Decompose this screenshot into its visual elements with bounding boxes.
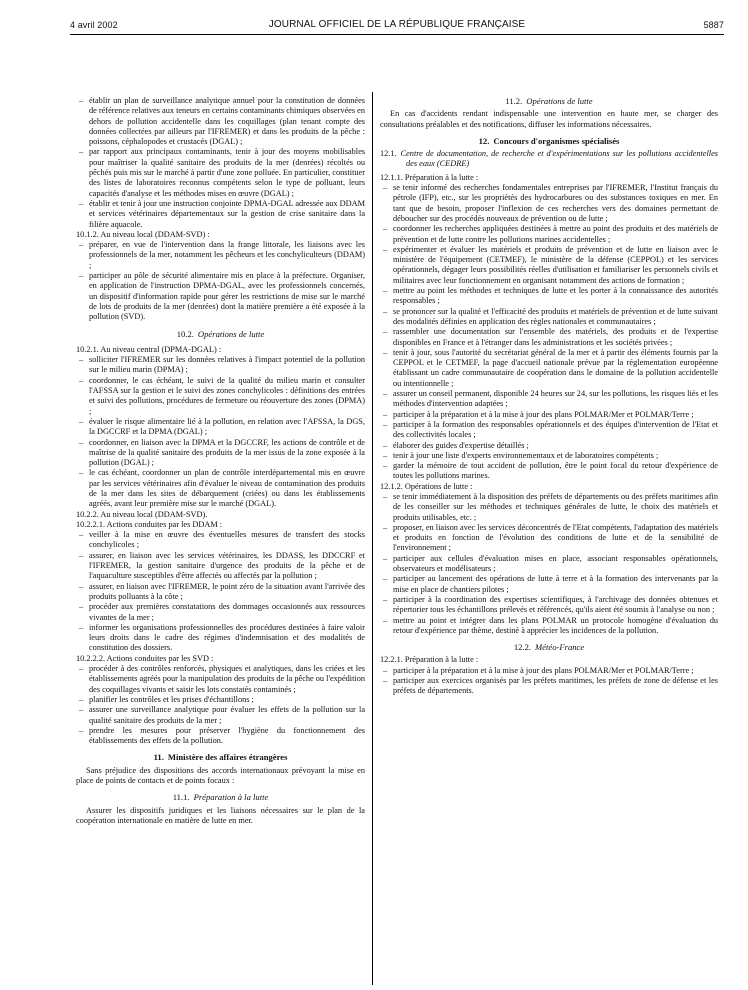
subsection-10-2-2: 10.2.2. Au niveau local (DDAM-SVD). — [76, 509, 208, 519]
page-header — [70, 18, 724, 34]
list-item: – participer à la préparation et à la mise à jour des plans POLMAR/Mer et POLMAR/Terre ; — [383, 665, 694, 675]
list-item: – procéder à des contrôles renforcés, physiques et analytiques, dans les criées et les établissements agréés pour la manipulation des produits de la pêche ou l'expédition des coquillages vivants et saisir les lots constatés contaminés ; — [79, 664, 365, 694]
list-item: – coordonner, en liaison avec la DPMA et la DGCCRF, les actions de contrôle et de maîtrise de la qualité sanitaire des produits de la mer issus de la zone exposée à la pollution (DGAL) ; — [79, 437, 365, 468]
list-item: – élaborer des guides d'expertise détaillés ; — [383, 440, 529, 450]
list-item: – participer au lancement des opérations de lutte à terre et à la formation des intervenants par la mise en place de chantiers pilotes ; — [383, 574, 718, 594]
subsection-10-2-2-2: 10.2.2.2. Actions conduites par les SVD : — [76, 653, 214, 663]
list-item: – évaluer le risque alimentaire lié à la pollution, en relation avec l'AFSSA, la DGS, la DGCCRF et la DPMA (DGAL) ; — [79, 416, 365, 437]
section-title-11: 11. Ministère des affaires étrangères — [153, 752, 288, 763]
list-item: – participer aux cellules d'évaluation mises en place, associant responsables opérationnels, observateurs et modélisateurs ; — [383, 553, 718, 574]
list-item: – garder la mémoire de tout accident de pollution, être le point focal du retour d'expérience de toutes les pollutions marines. — [383, 461, 718, 481]
list-item: – participer aux exercices organisés par les préfets maritimes, les préfets de zone de défense et les préfets de départements. — [383, 676, 718, 696]
journal-title: JOURNAL OFFICIEL DE LA RÉPUBLIQUE FRANÇAISE — [268, 19, 526, 30]
subsection-10-1-2: 10.1.2. Au niveau local (DDAM-SVD) : — [76, 229, 210, 239]
list-item: – assurer un conseil permanent, disponible 24 heures sur 24, sur les pollutions, les risques liés et les méthodes d'intervention adaptées ; — [383, 389, 718, 409]
list-item: – assurer, en liaison avec l'IFREMER, le point zéro de la situation avant l'arrivée des produits polluants à la côte ; — [79, 581, 365, 601]
list-item: – participer au pôle de sécurité alimentaire mis en place à la préfecture. Organiser, en application de l'instruction DPMA-DGAL, avec les professionnels concernés, un dispositif d'information rapide pour gérer les restrictions de mise sur le marché de lots de produits de la mer (denrées) dont la matière première a été exposée à la pollution (SVD). — [79, 271, 365, 322]
list-item: – expérimenter et évaluer les matériels et produits de prévention et de lutte en liaison avec le ministère de l'équipement (CETMEF), le ministère de la défense (CEPPOL) et les services opérationnels, dégager leurs possibilités réelles d'utilisation et familiariser les personnels civils et militaires avec leur fonctionnement en organisant notamment des actions de formation ; — [383, 244, 718, 285]
paragraph-11: Sans préjudice des dispositions des accords internationaux prévoyant la mise en place de points de contacts et de points focaux : — [76, 765, 365, 785]
list-item: – mettre au point et intégrer dans les plans POLMAR un protocole homogène d'évaluation du retour d'expérience par thème, destiné à apprécier les incidences de la pollution. — [383, 615, 718, 635]
list-items-e — [76, 664, 365, 746]
section-title-12: 12. Concours d'organismes spécialisés — [478, 135, 620, 146]
list-item: – assurer une surveillance analytique pour évaluer les effets de la pollution sur la qualité sanitaire des produits de la mer ; — [79, 705, 365, 725]
right-column — [380, 96, 718, 697]
list-item: – solliciter l'IFREMER sur les données relatives à l'impact potentiel de la pollution sur le milieu marin (DPMA) ; — [79, 355, 365, 375]
list-item: – rassembler une documentation sur l'ensemble des matériels, des produits et de l'expertise disponibles en France et à l'étranger dans les administrations et les sociétés privées ; — [383, 327, 718, 347]
list-items-a — [76, 96, 365, 230]
page-number: 5887 — [703, 20, 724, 30]
list-item: – informer les organisations professionnelles des procédures destinées à faire valoir leurs droits dans le cadre des régimes d'indemnisation et des modalités de constitution des dossiers. — [79, 622, 365, 653]
list-item: – préparer, en vue de l'intervention dans la frange littorale, les liaisons avec les professionnels de la mer, notamment les pêcheurs et les conchyliculteurs (DDAM) ; — [79, 240, 365, 270]
list-items-b — [76, 240, 365, 322]
list-items-f — [380, 183, 718, 482]
subsection-10-2-1: 10.2.1. Au niveau central (DPMA-DGAL) : — [76, 344, 222, 354]
header-rule — [70, 34, 724, 35]
list-item: – tenir à jour, sous l'autorité du secrétariat général de la mer et à partir des éléments fournis par la CEPPOL et le CETMEF, la page d'accueil nationale prévue par la réglementation européenne établissant un cadre communautaire de coopération dans le domaine de la pollution accidentelle ou intentionnelle ; — [383, 347, 718, 388]
section-title-12-2: 12.2. Météo-France — [513, 642, 585, 653]
column-divider — [372, 92, 373, 985]
subsection-12-1-1: 12.1.1. Préparation à la lutte : — [380, 172, 479, 182]
section-title-10-2: 10.2. Opérations de lutte — [176, 328, 265, 339]
section-title-11-2: 11.2. Opérations de lutte — [505, 96, 593, 106]
list-item: – se tenir immédiatement à la disposition des préfets de départements ou des préfets maritimes afin de les conseiller sur les méthodes et techniques générales de lutte, le choix des matériels et produits utilisables, etc. ; — [383, 491, 718, 522]
list-items-h — [380, 666, 718, 697]
subsection-10-2-2-1: 10.2.2.1. Actions conduites par les DDAM : — [76, 519, 223, 529]
list-item: – proposer, en liaison avec les services déconcentrés de l'Etat compétents, l'adaptation des matériels et produits en fonction de l'évolution des conditions de lutte et de la sensibilité de l'environnement ; — [383, 522, 718, 553]
list-item: – participer à la formation des responsables opérationnels et des équipes d'intervention de l'Etat et des collectivités locales ; — [383, 419, 718, 440]
subsection-12-1-2: 12.1.2. Opérations de lutte : — [380, 481, 473, 491]
list-item: – se tenir informé des recherches fondamentales entreprises par l'IFREMER, l'Institut français du pétrole (IFP), etc., sur les propriétés des hydrocarbures ou des substances toxiques en mer. En tant que de besoin, proposer l'inflexion de ces recherches vers des domaines permettant de déboucher sur des procédés nouveaux de prévention ou de lutte ; — [383, 183, 718, 223]
left-column — [76, 96, 365, 826]
list-item: – participer à la coordination des expertises scientifiques, à l'archivage des données obtenues et répertorier tous les échantillons prélevés et référencés, qu'ils aient été soumis à l'analyse ou non ; — [383, 594, 718, 615]
list-item: – planifier les contrôles et les prises d'échantillons ; — [79, 694, 254, 704]
list-item: – mettre au point les méthodes et techniques de lutte et les porter à la connaissance des autorités responsables ; — [383, 286, 718, 306]
list-item: – coordonner les recherches appliquées destinées à mettre au point des produits et des matériels de prévention et de lutte contre les pollutions marines accidentelles ; — [383, 224, 718, 244]
list-item: – par rapport aux principaux contaminants, tenir à jour des moyens mobilisables pour maîtriser la qualité sanitaire des produits de la mer (denrées) récoltés ou pêchés puis mis sur le marché à partir d'une zone polluée. En particulier, constituer des listes de laboratoires reconnus compétents selon le type de polluant, leurs capacités d'analyse et les méthodes mises en œuvre (DGAL) ; — [79, 147, 365, 198]
list-item: – veiller à la mise en œuvre des éventuelles mesures de transfert des stocks conchylicoles ; — [79, 530, 365, 550]
list-item: – tenir à jour une liste d'experts environnementaux et de laboratoires compétents ; — [383, 450, 659, 460]
list-items-d — [76, 530, 365, 654]
list-item: – se prononcer sur la qualité et l'efficacité des produits et matériels de prévention et de lutte suivant des modalités définies en application des règles nationales et communautaires ; — [383, 306, 718, 326]
list-items-c — [76, 355, 365, 509]
section-title-11-1: 11.1. Préparation à la lutte — [172, 792, 269, 803]
list-item: – établir un plan de surveillance analytique annuel pour la constitution de données de référence relatives aux teneurs en certains contaminants chimiques observées en dehors de pollution accidentelle dans les coquillages (plan tenant compte des données collectées par ailleurs par l'IFREMER) et dans les produits de la pêche : poissons, céphalopodes et crustacés (DGAL) ; — [79, 96, 365, 147]
list-item: – participer à la préparation et à la mise à jour des plans POLMAR/Mer et POLMAR/Terre ; — [383, 409, 694, 419]
section-title-12-1: 12.1. Centre de documentation, de recherche et d'expérimentations sur les pollutions accidentelles des eaux (CEDRE) — [380, 149, 718, 169]
list-item: – coordonner, le cas échéant, le suivi de la qualité du milieu marin et consulter l'AFSSA sur la gestion et le suivi des zones conchylicoles : définitions des entrées et suivi des pollutions, procédures de fermeture ou réouverture des zones (DPMA) ; — [79, 375, 365, 416]
paragraph-11-1: Assurer les dispositifs juridiques et les liaisons nécessaires sur le plan de la coopération internationale en matière de lutte en mer. — [76, 805, 365, 825]
list-items-g — [380, 492, 718, 636]
paragraph-11-2: En cas d'accidents rendant indispensable une intervention en haute mer, se charger des consultations préalables et des notifications, diffuser les informations nécessaires. — [380, 109, 718, 129]
list-item: – prendre les mesures pour préserver l'hygiène du fonctionnement des établissements des effets de la pollution. — [79, 725, 365, 746]
list-item: – assurer, en liaison avec les services vétérinaires, les DDASS, les DDCCRF et l'IFREMER, la gestion sanitaire d'urgence des produits de la pêche et de l'aquaculture susceptibles d'être affectés ou affectés par la pollution ; — [79, 550, 365, 581]
header-date: 4 avril 2002 — [70, 20, 118, 30]
list-item: – le cas échéant, coordonner un plan de contrôle interdépartemental mis en œuvre par les services vétérinaires afin d'évaluer le niveau de contamination des produits de la mer dans les sites de débarquement (criées) ou dans les établissements agréés, avant leur première mise sur le marché (DGAL). — [79, 468, 365, 509]
list-item: – établir et tenir à jour une instruction conjointe DPMA-DGAL adressée aux DDAM et services vétérinaires départementaux sur la gestion de crise sanitaire dans la filière aquacole. — [79, 198, 365, 229]
subsection-12-2-1: 12.2.1. Préparation à la lutte : — [380, 655, 479, 665]
list-item: – procéder aux premières constatations des dommages occasionnés aux ressources vivantes de la mer ; — [79, 602, 365, 622]
